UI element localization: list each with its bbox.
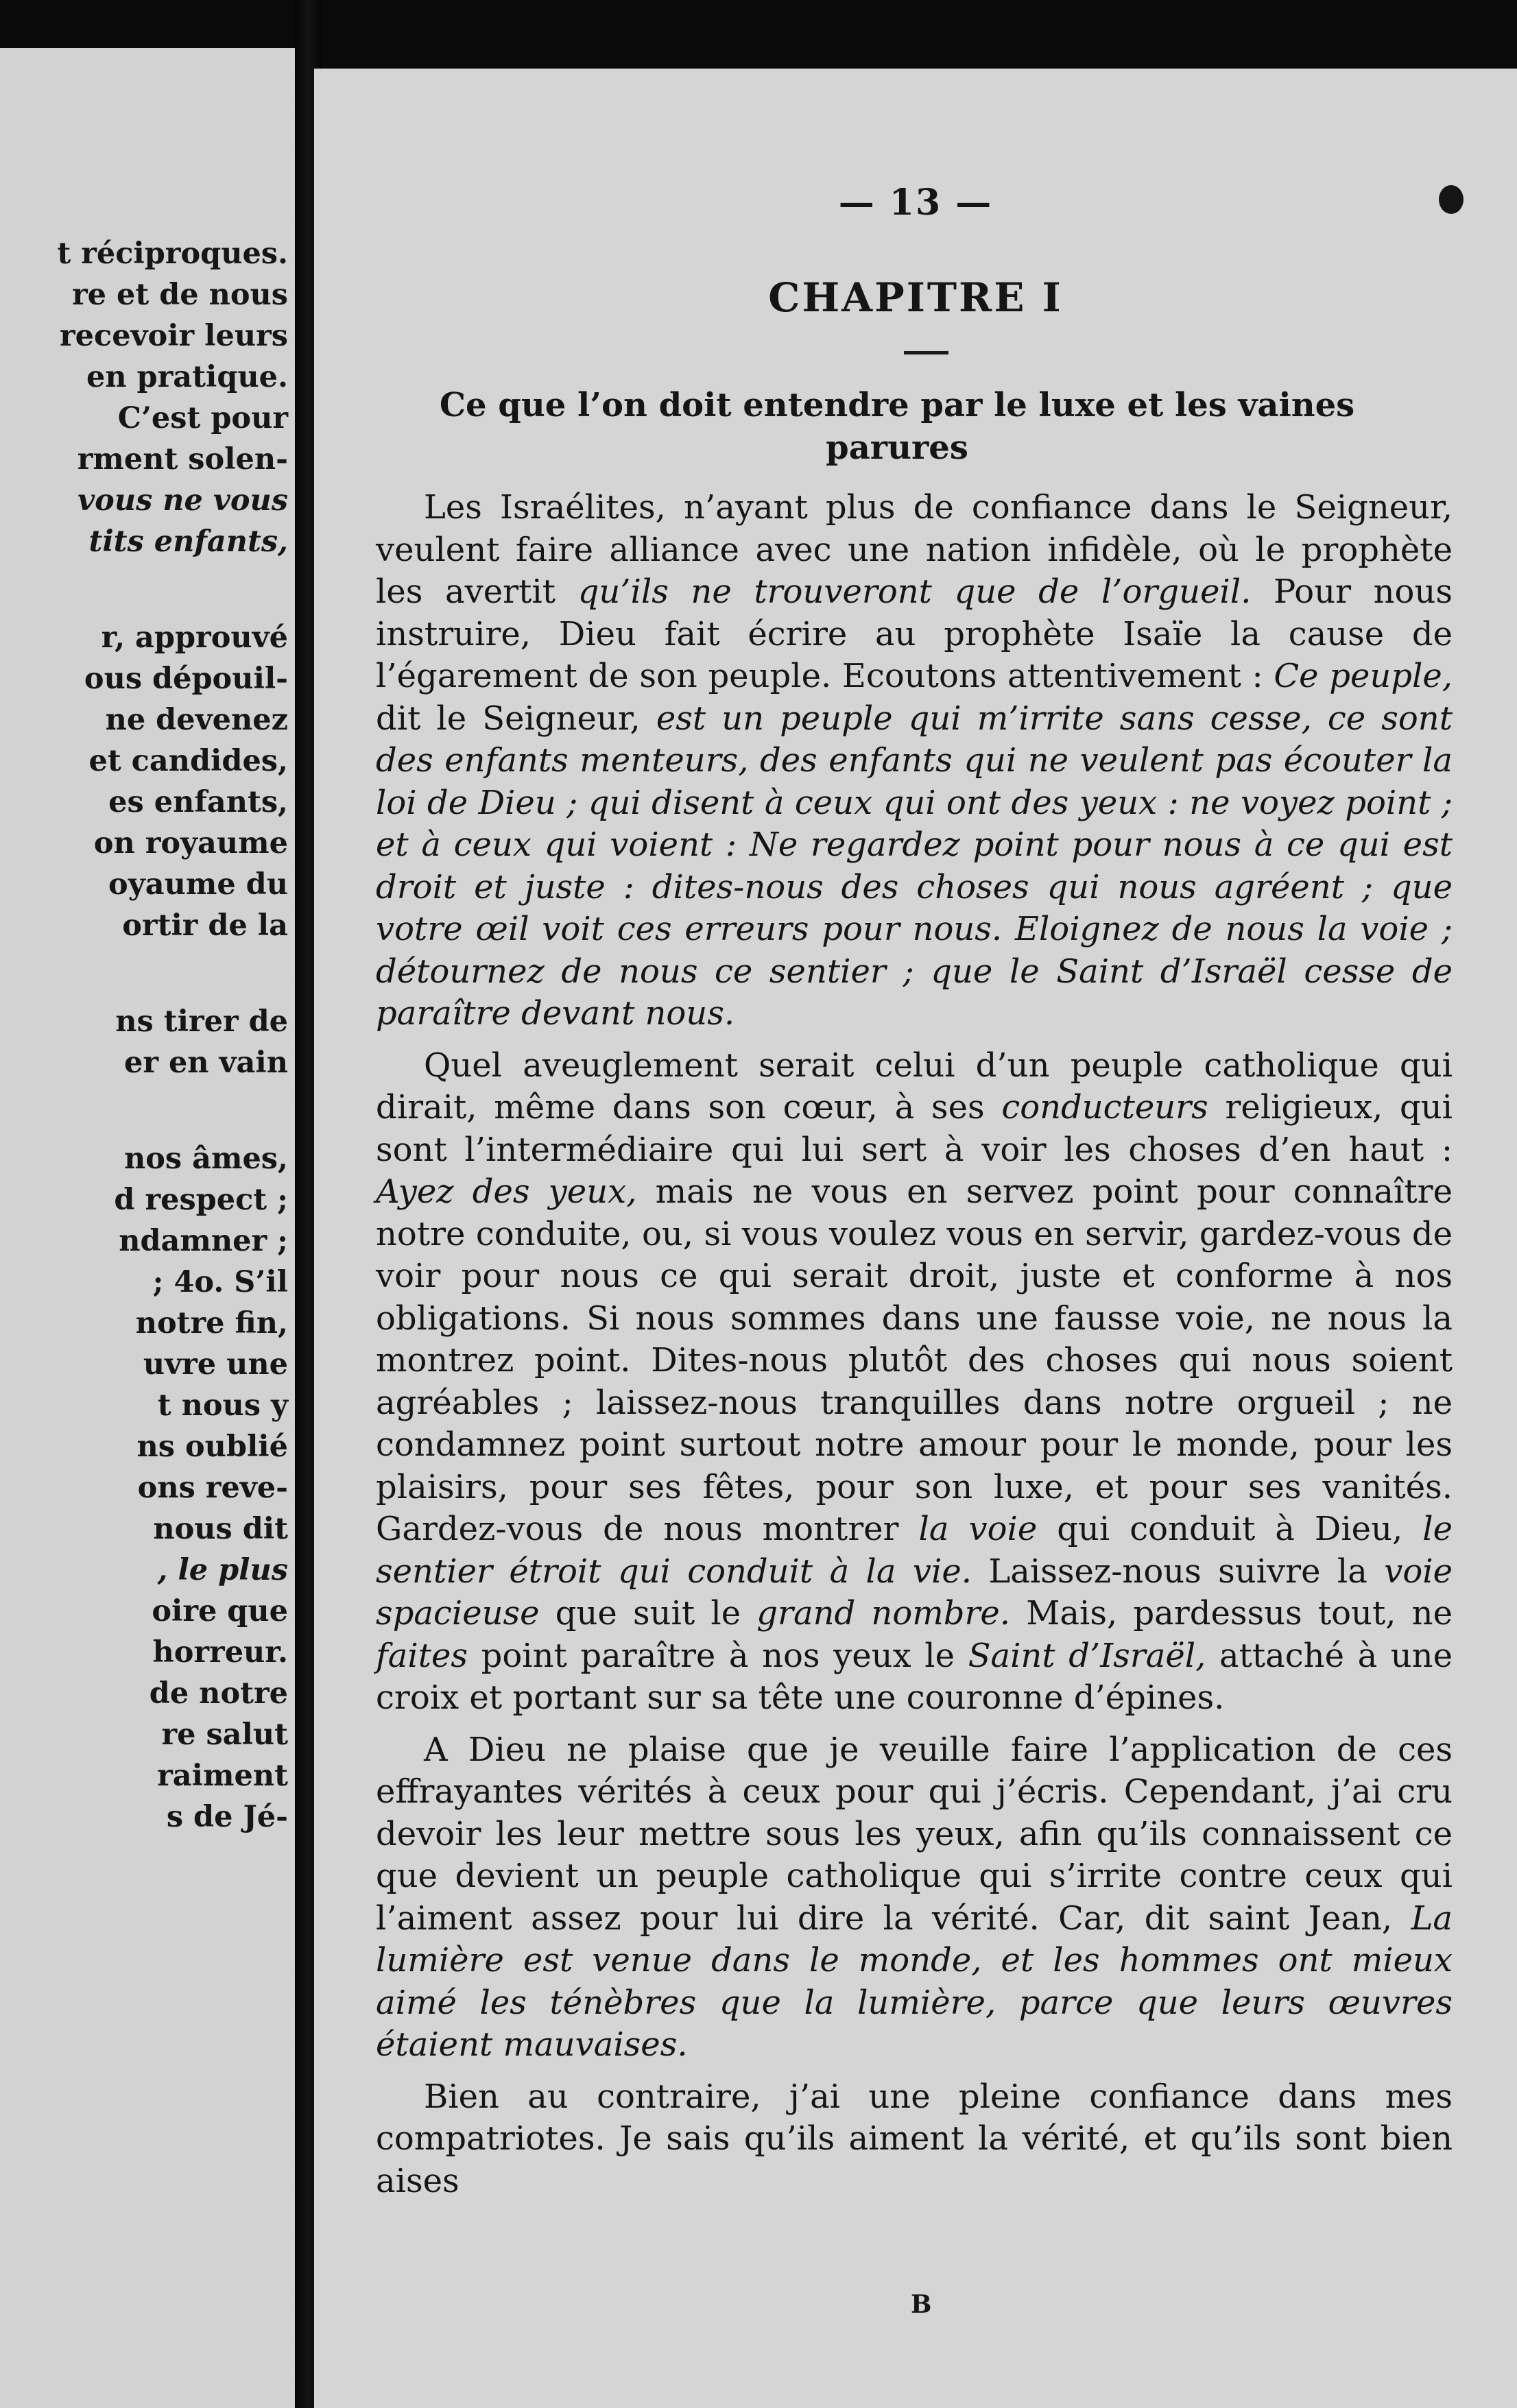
left-page-line: ns tirer de: [115, 1004, 288, 1039]
left-page-line: t nous y: [157, 1388, 288, 1423]
italic-text: conducteurs: [1001, 1088, 1208, 1127]
left-page-line: rment solen-: [77, 442, 288, 477]
left-page-line: oyaume du: [108, 867, 288, 902]
body-paragraph: [376, 1729, 1453, 2067]
text-run: Laissez-nous suivre la: [972, 1552, 1385, 1591]
italic-text: Saint d’Israël,: [968, 1636, 1206, 1675]
left-page-line: en pratique.: [86, 360, 288, 394]
italic-text: qu’ils ne trouveront que de l’orgueil.: [577, 573, 1252, 611]
italic-text: est un peuple qui m’irrite sans cesse, ce sont des enfants menteurs, des enfants qui ne veulent pas écouter la loi de Dieu ; qui disent à ceux qui ont des yeux : ne voyez point ; et à ceux qui voient : Ne regardez point pour nous à ce qui est droit et juste : dites-nous des choses qui nous agréent ; que votre œil voit ces erreurs pour nous. Eloignez de nous la voie ; détournez de nous ce sentier ; que le Saint d’Israël cesse de paraître devant nous.: [376, 699, 1453, 1033]
left-page-line: nous dit: [153, 1512, 288, 1546]
text-run: attaché à une croix et portant sur sa tête une couronne d’épines.: [376, 1636, 1453, 1717]
left-page-line: re et de nous: [72, 278, 288, 312]
left-page-line: r, approuvé: [101, 621, 288, 655]
italic-text: Ce peuple,: [1274, 657, 1453, 695]
left-page-line: s de Jé-: [166, 1800, 288, 1834]
left-page-line: recevoir leurs: [60, 319, 288, 353]
left-page-line: oire que: [152, 1594, 288, 1628]
text-run: Les Israélites, n’ayant plus de confiance dans le Seigneur, veulent faire alliance avec une nation infidèle, où le prophète les avertit: [376, 488, 1453, 611]
page-number: — 13 —: [838, 182, 993, 224]
section-heading: Ce que l’on doit entendre par le luxe et les vaines parures: [439, 386, 1355, 467]
left-page-line: er en vain: [123, 1046, 288, 1080]
left-page-line: uvre une: [143, 1347, 288, 1382]
chapter-title: CHAPITRE I: [768, 274, 1063, 321]
left-page-line: notre fin,: [135, 1306, 288, 1340]
body-paragraph: [376, 2076, 1453, 2203]
left-page-line: ns oublié: [136, 1430, 288, 1464]
text-run: dit le Seigneur,: [376, 699, 656, 738]
italic-text: La lumière est venue dans le monde, et les hommes ont mieux aimé les ténèbres que la lumière, parce que leurs œuvres étaient mauvaises.: [376, 1899, 1453, 2064]
left-page-line: horreur.: [152, 1635, 288, 1670]
text-run: mais ne vous en servez point pour connaître notre conduite, ou, si vous voulez vous en servir, gardez-vous de voir pour nous ce qui serait droit, juste et conforme à nos obligations. Si nous sommes dans une fausse voie, ne nous la montrez point. Dites-nous plutôt des choses qui nous soient agréables ; laissez-nous tranquilles dans notre orgueil ; ne condamnez point surtout notre amour pour le monde, pour les plaisirs, pour ses fêtes, pour son luxe, et pour ses vanités. Gardez-vous de nous montrer: [376, 1172, 1453, 1548]
left-page-line: ortir de la: [122, 908, 288, 943]
italic-text: grand nombre.: [756, 1594, 1011, 1633]
text-run: Pour nous instruire, Dieu fait écrire au prophète Isaïe la cause de l’égarement de son peuple. Ecoutons attentivement :: [376, 573, 1453, 695]
text-run: que suit le: [539, 1594, 757, 1633]
text-run: Quel aveuglement serait celui d’un peuple catholique qui dirait, même dans son cœur, à ses: [376, 1046, 1453, 1127]
title-rule: [904, 351, 948, 354]
left-page-line: re salut: [161, 1718, 288, 1752]
italic-text: voie spacieuse: [376, 1552, 1453, 1633]
left-page-line: d respect ;: [114, 1183, 288, 1217]
left-page-line: C’est pour: [117, 401, 288, 435]
left-facing-page: [0, 48, 295, 2408]
left-page-line: ne devenez: [105, 703, 288, 737]
left-page-line: tits enfants,: [88, 525, 288, 559]
left-page-line: , le plus: [157, 1553, 288, 1587]
left-page-line: ndamner ;: [119, 1224, 288, 1258]
italic-text: la voie: [918, 1510, 1038, 1548]
text-run: religieux, qui sont l’intermédiaire qui lui sert à voir les choses d’en haut :: [376, 1088, 1453, 1169]
italic-text: le sentier étroit qui conduit à la vie.: [376, 1510, 1453, 1591]
left-page-line: ; 4o. S’il: [152, 1265, 288, 1299]
signature-mark: B: [911, 2290, 932, 2319]
text-run: qui conduit à Dieu,: [1037, 1510, 1423, 1548]
left-page-line: es enfants,: [108, 785, 288, 819]
body-paragraph: [376, 487, 1453, 1035]
body-text: [376, 487, 1453, 2212]
text-run: point paraître à nos yeux le: [468, 1636, 968, 1675]
left-page-line: t réciproques.: [57, 237, 288, 271]
left-page-line: raiment: [157, 1759, 288, 1793]
ink-blot-mark: [1439, 185, 1464, 214]
italic-text: faites: [376, 1636, 468, 1675]
text-run: Mais, pardessus tout, ne: [1010, 1594, 1453, 1633]
left-page-line: ons reve-: [137, 1471, 288, 1505]
text-run: Bien au contraire, j’ai une pleine confiance dans mes compatriotes. Je sais qu’ils aiment la vérité, et qu’ils sont bien aises: [376, 2077, 1453, 2200]
right-page: [314, 69, 1517, 2408]
text-run: A Dieu ne plaise que je veuille faire l’application de ces effrayantes vérités à ceux pour qui j’écris. Cependant, j’ai cru devoir les leur mettre sous les yeux, afin qu’ils connaissent ce que devient un peuple catholique qui s’irrite contre ceux qui l’aiment assez pour lui dire la vérité. Car, dit saint Jean,: [376, 1730, 1453, 1938]
left-page-line: et candides,: [88, 744, 288, 778]
body-paragraph: [376, 1045, 1453, 1720]
left-page-line: nos âmes,: [123, 1142, 288, 1176]
left-page-line: vous ne vous: [77, 483, 288, 518]
left-page-line: de notre: [149, 1676, 288, 1711]
left-page-line: on royaume: [93, 826, 288, 860]
left-page-line: ous dépouil-: [84, 662, 288, 696]
italic-text: Ayez des yeux,: [376, 1172, 637, 1211]
